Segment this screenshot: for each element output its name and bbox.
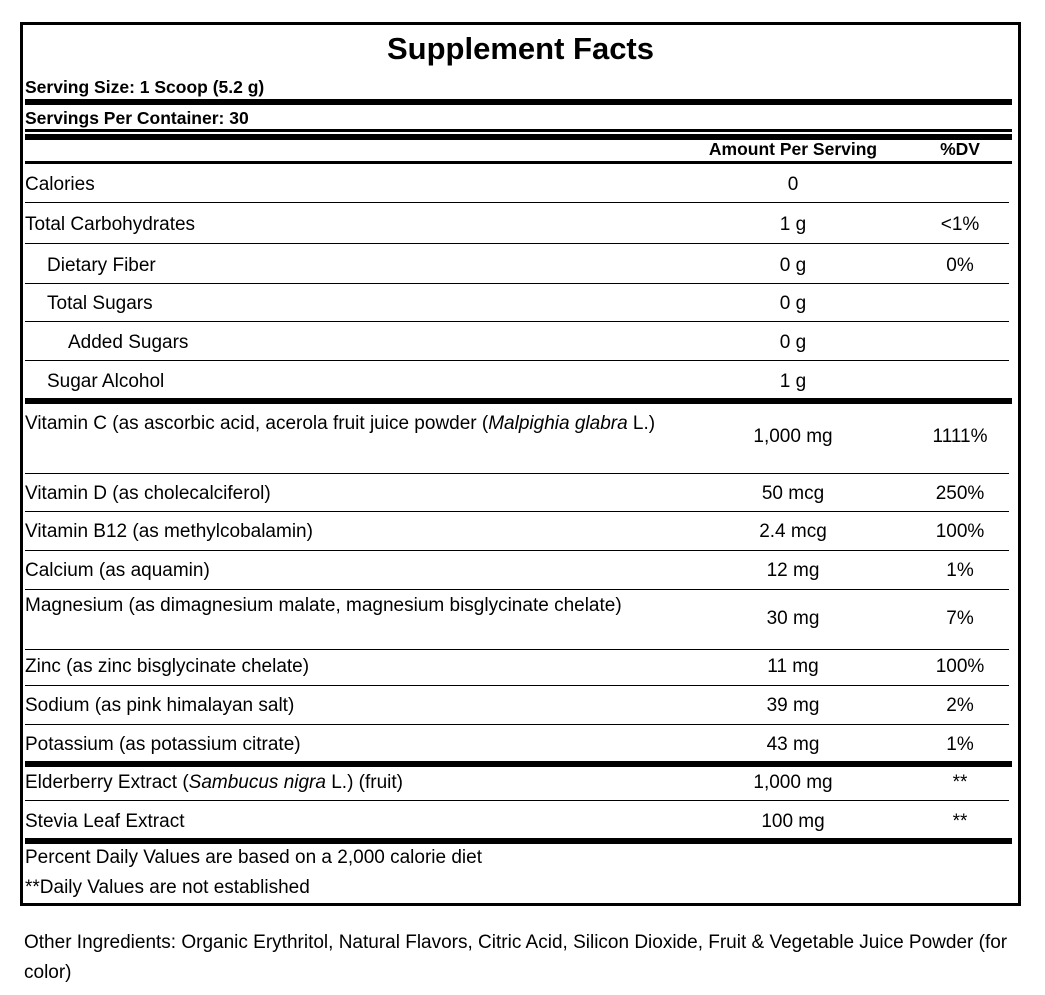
row-dv: 0% — [946, 255, 974, 276]
row-dv: 1111% — [932, 426, 988, 447]
row-name: Potassium (as potassium citrate) — [25, 734, 301, 755]
supplement-facts-panel — [20, 22, 1021, 906]
serving-size: Serving Size: 1 Scoop (5.2 g) — [25, 77, 265, 97]
servings-per-container: Servings Per Container: 30 — [25, 108, 249, 128]
divider-thick — [25, 99, 1012, 105]
row-amount: 2.4 mcg — [759, 521, 827, 542]
row-name: Added Sugars — [68, 332, 189, 353]
divider — [25, 161, 1012, 164]
other-ingredients: Other Ingredients: Organic Erythritol, Natural Flavors, Citric Acid, Silicon Dioxide, Fruit & Vegetable Juice Powder (for color) — [24, 932, 1008, 983]
row-dv: 1% — [946, 560, 974, 581]
divider-thin — [25, 360, 1009, 361]
divider-thick — [25, 838, 1012, 844]
table-row — [23, 590, 1013, 652]
row-name: Dietary Fiber — [47, 255, 156, 276]
divider-thin — [25, 685, 1009, 686]
header-dv: %DV — [940, 139, 980, 159]
row-name: Sodium (as pink himalayan salt) — [25, 695, 295, 716]
divider-thin — [25, 511, 1009, 512]
row-amount: 30 mg — [766, 608, 820, 629]
row-dv: ** — [952, 772, 968, 793]
divider — [25, 129, 1012, 132]
row-amount: 39 mg — [766, 695, 820, 716]
row-amount: 12 mg — [766, 560, 820, 581]
divider-thin — [25, 202, 1009, 203]
divider-thin — [25, 473, 1009, 474]
divider-thin — [25, 649, 1009, 650]
panel-title: Supplement Facts — [387, 31, 654, 66]
divider-thin — [25, 243, 1009, 244]
row-amount: 11 mg — [767, 656, 819, 677]
row-amount: 100 mg — [761, 811, 825, 832]
row-name: Calories — [25, 174, 95, 195]
footnote-dv-not-established: **Daily Values are not established — [25, 877, 310, 898]
footnote-dv-basis: Percent Daily Values are based on a 2,000 calorie diet — [25, 847, 482, 868]
row-name: Stevia Leaf Extract — [25, 811, 185, 832]
row-name: Vitamin D (as cholecalciferol) — [25, 483, 271, 504]
divider-thin — [25, 800, 1009, 801]
row-dv: 100% — [935, 656, 985, 677]
row-amount: 1 g — [779, 214, 807, 235]
row-name: Zinc (as zinc bisglycinate chelate) — [25, 656, 310, 677]
row-amount: 1 g — [779, 371, 807, 392]
row-name: Magnesium (as dimagnesium malate, magnesium bisglycinate chelate) — [25, 595, 622, 616]
divider-thick — [25, 398, 1012, 404]
row-dv: 250% — [935, 483, 985, 504]
row-amount: 43 mg — [766, 734, 820, 755]
divider-thin — [25, 283, 1009, 284]
table-row — [23, 408, 1013, 470]
row-name: Total Carbohydrates — [25, 214, 196, 235]
row-name: Elderberry Extract (Sambucus nigra L.) (fruit) — [25, 772, 404, 793]
divider-thin — [25, 724, 1009, 725]
row-amount: 0 g — [779, 255, 807, 276]
row-dv: <1% — [940, 214, 980, 235]
row-amount: 0 g — [779, 332, 807, 353]
row-amount: 0 — [787, 174, 799, 195]
row-dv: 100% — [935, 521, 985, 542]
divider-thin — [25, 321, 1009, 322]
row-dv: 1% — [946, 734, 974, 755]
row-name: Total Sugars — [47, 293, 153, 314]
row-amount: 0 g — [779, 293, 807, 314]
row-name: Calcium (as aquamin) — [25, 560, 210, 581]
header-amount: Amount Per Serving — [708, 139, 878, 159]
row-amount: 1,000 mg — [753, 426, 833, 447]
row-dv: 2% — [946, 695, 974, 716]
row-name: Sugar Alcohol — [47, 371, 165, 392]
row-amount: 1,000 mg — [753, 772, 833, 793]
divider-thin — [25, 550, 1009, 551]
divider-thick — [25, 761, 1012, 767]
row-dv: 7% — [946, 608, 974, 629]
row-dv: ** — [952, 811, 968, 832]
row-name: Vitamin C (as ascorbic acid, acerola fruit juice powder (Malpighia glabra L.) — [25, 413, 656, 434]
row-name: Vitamin B12 (as methylcobalamin) — [25, 521, 313, 542]
row-amount: 50 mcg — [761, 483, 825, 504]
